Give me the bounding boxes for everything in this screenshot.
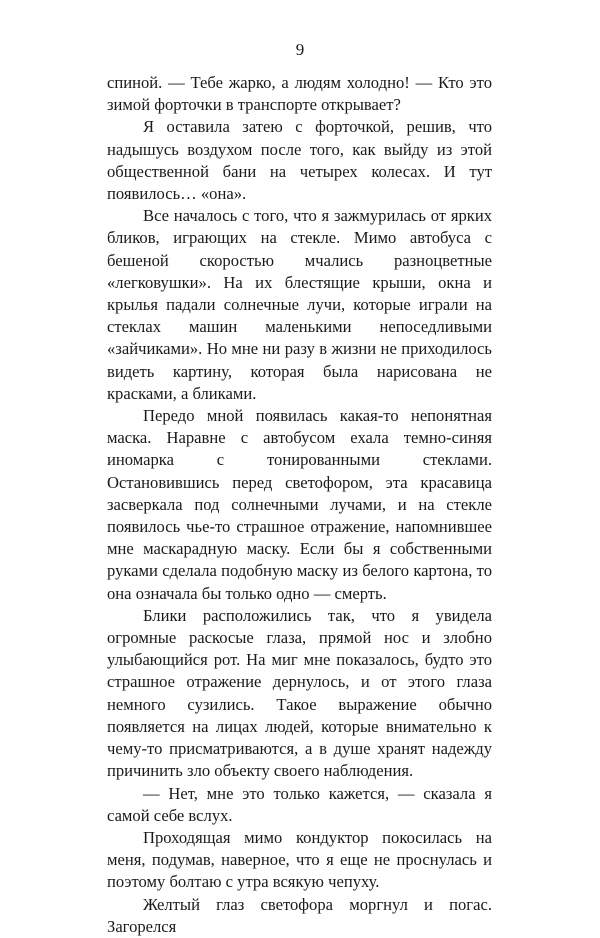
paragraph: Передо мной появилась какая-то непонятная маска. Наравне с автобусом ехала темно-синяя иномарка с тонированными стеклами. Остановившись перед светофором, эта красавица засверкала под солнечными лучами, и на стекле появилось чье-то страшное отражение, напомнившее мне маскарадную маску. Если бы я собственными руками сделала подобную маску из белого картона, то она означала бы только одно — смерть. [107,406,492,603]
paragraph: Проходящая мимо кондуктор покосилась на меня, подумав, наверное, что я еще не проснулась и поэтому болтаю с утра всякую чепуху. [107,827,492,892]
paragraph-dialogue: — Нет, мне это только кажется, — сказала я самой себе вслух. [107,783,492,825]
paragraph: Я оставила затею с форточкой, решив, что надышусь воздухом после того, как выйду из этой общественной бани на четырех колесах. И тут появилось… «она». [107,117,492,204]
paragraph-continued: спиной. — Тебе жарко, а людям холодно! — Кто это зимой форточки в транспорте открывает? [107,73,492,115]
paragraph-partial: Желтый глаз светофора моргнул и погас. Загорелся [107,894,492,936]
body-text [107,72,492,938]
paragraph: Все началось с того, что я зажмурилась от ярких бликов, играющих на стекле. Мимо автобуса с бешеной скоростью мчались разноцветные «легковушки». На их блестящие крыши, окна и крылья падали солнечные лучи, которые играли на стеклах машин маленькими непоседливыми «зайчиками». Но мне ни разу в жизни не приходилось видеть картину, которая была нарисована не красками, а бликами. [107,206,492,403]
paragraph: Блики расположились так, что я увидела огромные раскосые глаза, прямой нос и злобно улыбающийся рот. На миг мне показалось, будто это страшное отражение дернулось, и от этого глаза немного сузились. Такое выражение обычно появляется на лицах людей, которые внимательно к чему-то присматриваются, а в душе хранят надежду причинить зло объекту своего наблюдения. [107,605,492,781]
page-number: 9 [295,40,305,59]
